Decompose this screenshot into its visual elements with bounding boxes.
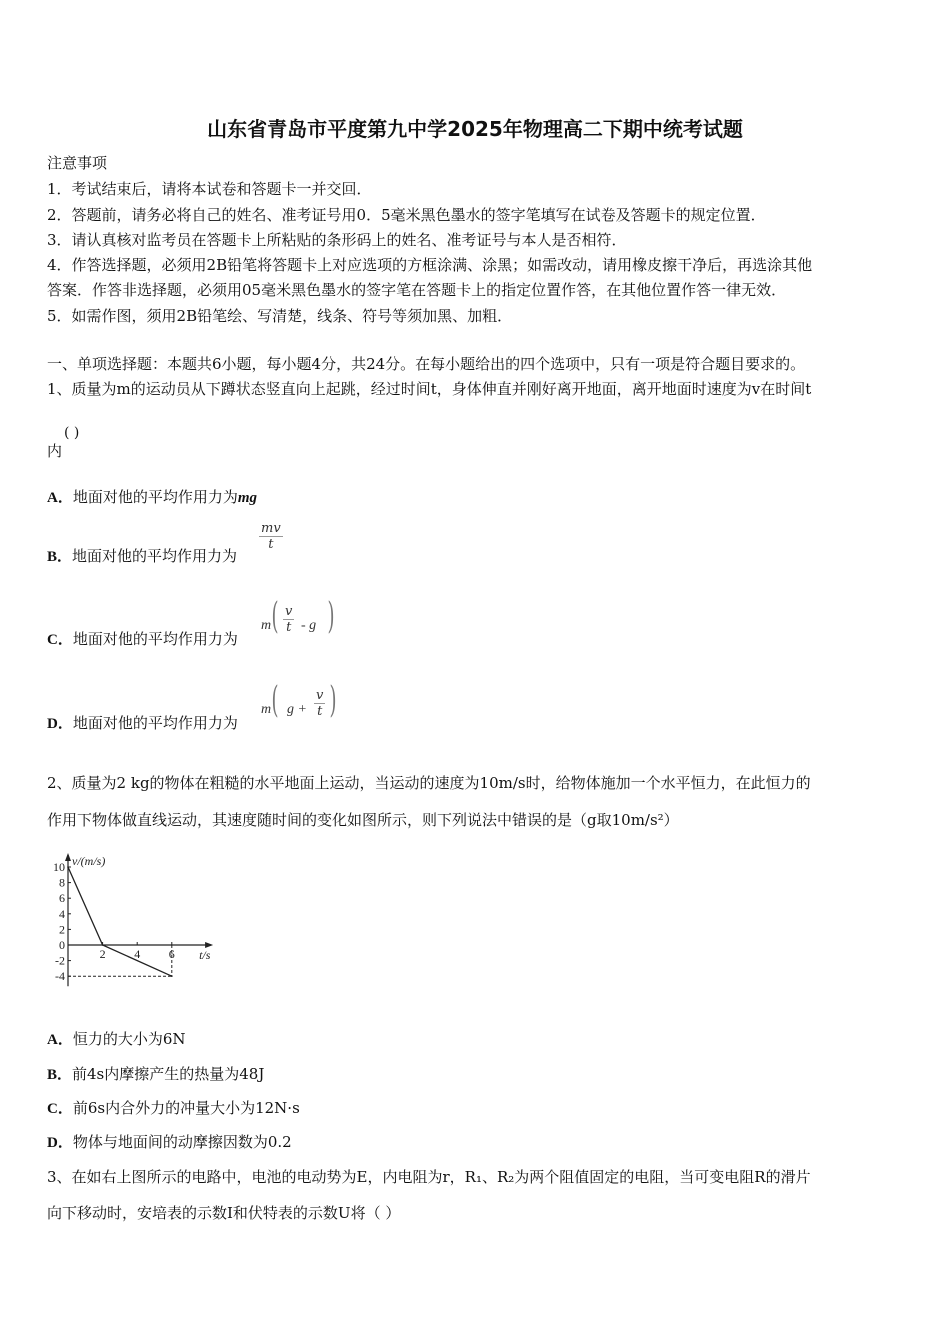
fraction-denominator: t xyxy=(286,620,292,635)
fraction xyxy=(314,688,325,719)
page-title: 山东省青岛市平度第九中学2025年物理高二下期中统考试题 xyxy=(207,117,743,141)
notice-item: 2．答题前，请务必将自己的姓名、准考证号用0．5毫米黑色墨水的签字笔填写在试卷及答题卡的规定位置． xyxy=(47,206,766,224)
fraction-numerator: v xyxy=(316,688,324,703)
q2-stem-line2: 作用下物体做直线运动，其速度随时间的变化如图所示，则下列说法中错误的是（g取10m/s²） xyxy=(47,811,679,829)
notice-item: 答案．作答非选择题，必须用05毫米黑色墨水的签字笔在答题卡上的指定位置作答，在其他位置作答一律无效． xyxy=(47,281,787,299)
notice-item: 1．考试结束后，请将本试卷和答题卡一并交回． xyxy=(47,180,372,198)
y-tick-label: 2 xyxy=(59,922,65,937)
q2-stem-line1: 2、质量为2 kg的物体在粗糙的水平地面上运动，当运动的速度为10m/s时，给物体施加一个水平恒力，在此恒力的 xyxy=(47,774,811,792)
option-text: 前4s内摩擦产生的热量为48J xyxy=(72,1065,265,1083)
y-tick-label: -2 xyxy=(55,953,65,968)
velocity-line xyxy=(68,867,172,976)
x-tick-label: 6 xyxy=(168,947,175,961)
q1-option-a[interactable] xyxy=(47,486,257,507)
fraction xyxy=(259,521,283,552)
q3-stem-line1: 3、在如右上图所示的电路中，电池的电动势为E，内电阻为r，R₁、R₂为两个阻值固定的电阻，当可变电阻R的滑片 xyxy=(47,1168,811,1186)
fraction xyxy=(283,604,294,635)
y-tick-label: 0 xyxy=(59,938,65,952)
x-tick-label: 4 xyxy=(134,947,141,961)
math-minus-g: - g xyxy=(301,618,317,633)
fraction-numerator: mv xyxy=(261,521,281,536)
q1-stem-tail: 内 xyxy=(47,442,63,460)
y-tick-label: 6 xyxy=(59,891,65,906)
q1-option-d[interactable] xyxy=(47,712,238,733)
notice-item: 3．请认真核对监考员在答题卡上所粘贴的条形码上的姓名、准考证号与本人是否相符． xyxy=(47,231,627,249)
option-letter: A． xyxy=(47,1032,73,1048)
left-paren: ( xyxy=(271,680,279,721)
option-text: 地面对他的平均作用力为 xyxy=(72,630,238,648)
chart-axes xyxy=(65,853,213,986)
chart-series xyxy=(67,866,172,977)
y-tick-label: 10 xyxy=(53,860,65,874)
notice-item: 4．作答选择题，必须用2B铅笔将答题卡上对应选项的方框涂满、涂黑；如需改动，请用橡皮擦干净后，再选涂其他 xyxy=(47,256,813,274)
chart-ticks xyxy=(53,860,175,983)
data-point xyxy=(102,944,104,946)
right-paren: ) xyxy=(327,596,335,637)
q2-option-b[interactable] xyxy=(47,1063,264,1084)
y-axis-label: v/(m/s) xyxy=(72,854,106,868)
option-text: 恒力的大小为6N xyxy=(72,1030,186,1048)
left-paren: ( xyxy=(271,596,279,637)
fraction-denominator: t xyxy=(268,537,274,552)
math-g-plus: g + xyxy=(287,702,307,717)
option-letter: B． xyxy=(47,1067,73,1083)
q2-option-a[interactable] xyxy=(47,1028,186,1049)
option-letter: C． xyxy=(47,1101,73,1117)
option-text: 前6s内合外力的冲量大小为12N·s xyxy=(72,1099,300,1117)
option-expression: mg xyxy=(237,490,258,506)
q1-answer-blank: ( ) xyxy=(64,425,80,441)
option-letter: B． xyxy=(47,549,73,565)
velocity-time-chart xyxy=(45,840,215,992)
x-tick-label: 2 xyxy=(99,947,106,961)
x-axis-label: t/s xyxy=(199,948,211,962)
option-letter: A． xyxy=(47,490,73,506)
q1-stem: 1、质量为m的运动员从下蹲状态竖直向上起跳，经过时间t，身体伸直并刚好离开地面，离开地面时速度为v在时间t xyxy=(47,380,812,398)
option-letter: D． xyxy=(47,716,73,732)
y-axis-arrow xyxy=(65,853,71,861)
math-m: m xyxy=(261,702,272,717)
notice-item: 5．如需作图，须用2B铅笔绘、写清楚，线条、符号等须加黑、加粗． xyxy=(47,307,513,325)
q3-stem-line2: 向下移动时，安培表的示数I和伏特表的示数U将（ ） xyxy=(47,1204,401,1222)
right-paren: ) xyxy=(329,680,337,721)
option-text: 地面对他的平均作用力为 xyxy=(72,488,238,506)
q2-option-c[interactable] xyxy=(47,1097,300,1118)
section-heading: 一、单项选择题：本题共6小题，每小题4分，共24分。在每小题给出的四个选项中，只有一项是符合题目要求的。 xyxy=(47,355,806,373)
y-tick-label: -4 xyxy=(55,969,65,984)
fraction-numerator: v xyxy=(285,604,293,619)
data-point xyxy=(67,866,69,868)
notice-heading: 注意事项 xyxy=(47,154,108,172)
q1-option-b[interactable] xyxy=(47,545,237,566)
option-text: 物体与地面间的动摩擦因数为0.2 xyxy=(72,1133,292,1151)
option-text: 地面对他的平均作用力为 xyxy=(72,714,238,732)
q2-option-d[interactable] xyxy=(47,1131,292,1152)
option-text: 地面对他的平均作用力为 xyxy=(72,547,238,565)
y-tick-label: 8 xyxy=(59,875,65,890)
math-m: m xyxy=(261,618,272,633)
y-tick-label: 4 xyxy=(59,906,65,921)
q1-option-c[interactable] xyxy=(47,628,238,649)
option-letter: C． xyxy=(47,632,73,648)
fraction-denominator: t xyxy=(317,704,323,719)
option-letter: D． xyxy=(47,1135,73,1151)
